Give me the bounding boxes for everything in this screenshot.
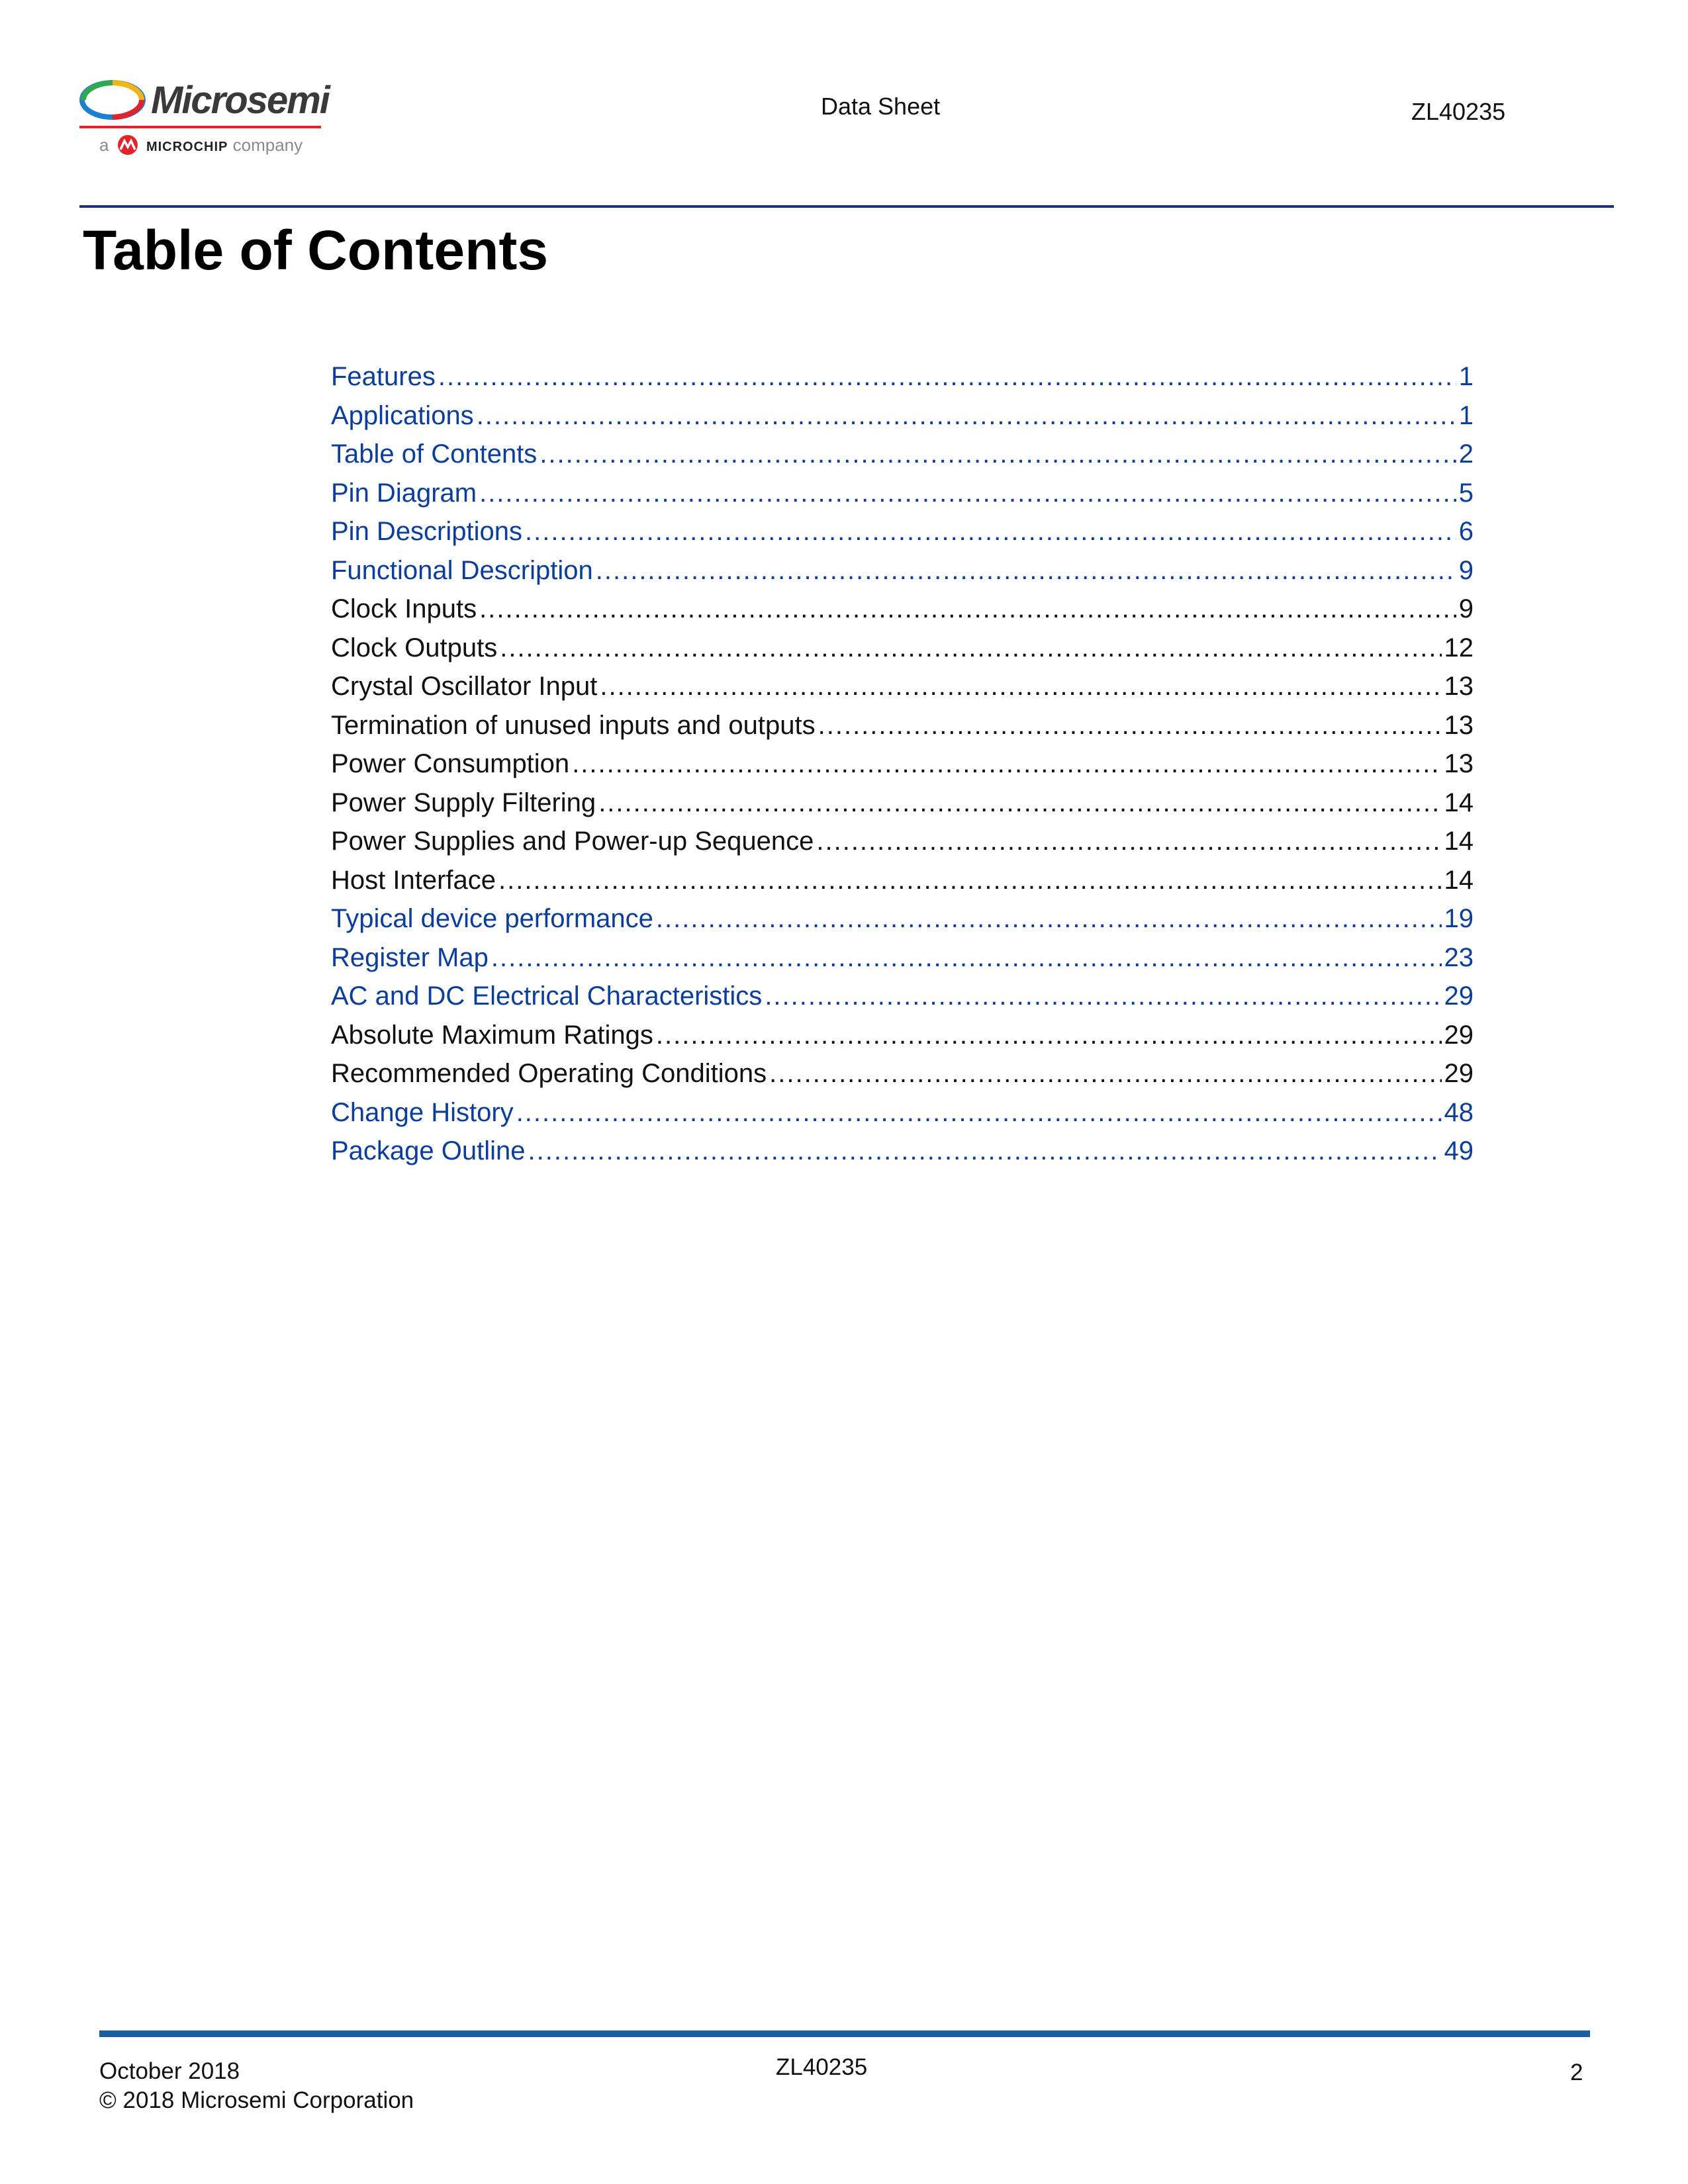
toc-dot-leader <box>539 435 1456 474</box>
toc-link-row[interactable] <box>331 938 1474 978</box>
toc-entry-title: Functional Description <box>331 555 593 585</box>
toc-entry-title: Power Supplies and Power-up Sequence <box>331 827 814 856</box>
toc-link-row[interactable] <box>331 1093 1474 1132</box>
toc-row <box>331 784 1474 823</box>
logo-tagline-suffix: company <box>232 135 303 155</box>
footer-divider <box>99 2030 1590 2037</box>
logo-wordmark: Microsemi <box>151 79 329 122</box>
toc-entry-title: Power Consumption <box>331 749 570 778</box>
toc-row <box>331 861 1474 900</box>
toc-dot-leader <box>818 706 1442 745</box>
toc-entry-title: Termination of unused inputs and outputs <box>331 710 816 740</box>
toc-link-row[interactable] <box>331 1132 1474 1171</box>
toc-dot-leader <box>656 1016 1442 1055</box>
toc-dot-leader <box>491 938 1442 978</box>
footer-copyright: © 2018 Microsemi Corporation <box>99 2087 414 2113</box>
toc-entry-page: 9 <box>1458 594 1474 623</box>
toc-dot-leader <box>525 512 1456 551</box>
toc-row <box>331 667 1474 706</box>
toc-entry-page: 5 <box>1458 478 1474 508</box>
toc-dot-leader <box>438 357 1456 396</box>
logo-tagline-prefix: a <box>99 135 109 155</box>
microsemi-logo <box>79 78 331 164</box>
toc-dot-leader <box>528 1132 1442 1171</box>
toc-dot-leader <box>769 1054 1441 1093</box>
toc-entry-page: 14 <box>1444 788 1474 817</box>
toc-row <box>331 629 1474 668</box>
toc-entry-title: Features <box>331 362 436 391</box>
toc-entry-title: Crystal Oscillator Input <box>331 672 598 701</box>
toc-entry-page: 9 <box>1458 555 1474 585</box>
toc-dot-leader <box>572 745 1441 784</box>
toc-link-row[interactable] <box>331 512 1474 551</box>
footer-date: October 2018 <box>99 2058 240 2084</box>
toc-entry-page: 13 <box>1444 749 1474 778</box>
toc-entry-page: 29 <box>1444 981 1474 1011</box>
toc-entry-page: 1 <box>1458 400 1474 430</box>
toc-dot-leader <box>500 629 1441 668</box>
toc-link-row[interactable] <box>331 357 1474 396</box>
toc-entry-title: Applications <box>331 400 474 430</box>
toc-entry-title: Clock Inputs <box>331 594 477 623</box>
toc-entry-page: 14 <box>1444 827 1474 856</box>
toc-entry-page: 29 <box>1444 1059 1474 1088</box>
toc-entry-page: 29 <box>1444 1020 1474 1050</box>
toc-dot-leader <box>765 977 1441 1016</box>
toc-link-row[interactable] <box>331 977 1474 1016</box>
toc-entry-title: Host Interface <box>331 865 496 895</box>
footer-page-number: 2 <box>1570 2060 1583 2085</box>
toc-entry-page: 19 <box>1444 904 1474 933</box>
header-divider <box>79 205 1614 208</box>
toc-dot-leader <box>598 784 1441 823</box>
toc-entry-title: Pin Descriptions <box>331 517 523 546</box>
toc-entry-page: 12 <box>1444 633 1474 662</box>
toc-link-row[interactable] <box>331 396 1474 435</box>
toc-entry-page: 14 <box>1444 865 1474 895</box>
toc-row <box>331 590 1474 629</box>
toc-dot-leader <box>477 396 1456 435</box>
logo-rule <box>79 126 321 128</box>
toc-dot-leader <box>656 899 1442 938</box>
toc-row <box>331 1054 1474 1093</box>
toc-row <box>331 1016 1474 1055</box>
toc-entry-page: 49 <box>1444 1136 1474 1165</box>
toc-entry-page: 6 <box>1458 517 1474 546</box>
toc-entry-title: Clock Outputs <box>331 633 498 662</box>
toc-entry-page: 13 <box>1444 672 1474 701</box>
header-part-number: ZL40235 <box>1411 98 1506 125</box>
toc-dot-leader <box>479 590 1456 629</box>
toc-entry-title: Typical device performance <box>331 904 653 933</box>
toc-dot-leader <box>596 551 1456 590</box>
toc-entry-title: Table of Contents <box>331 439 538 469</box>
toc-entry-title: Pin Diagram <box>331 478 477 508</box>
logo-tagline <box>99 135 303 156</box>
toc-entry-title: Power Supply Filtering <box>331 788 596 817</box>
table-of-contents <box>331 357 1474 1171</box>
toc-entry-title: AC and DC Electrical Characteristics <box>331 981 763 1011</box>
toc-dot-leader <box>498 861 1441 900</box>
toc-link-row[interactable] <box>331 435 1474 474</box>
toc-dot-leader <box>816 822 1441 861</box>
toc-entry-title: Recommended Operating Conditions <box>331 1059 767 1088</box>
logo-tagline-brand: MICROCHIP <box>146 140 228 154</box>
toc-row <box>331 745 1474 784</box>
page-title: Table of Contents <box>83 219 549 281</box>
toc-entry-page: 48 <box>1444 1097 1474 1127</box>
header-doc-type: Data Sheet <box>821 93 941 120</box>
footer-part-number: ZL40235 <box>776 2054 868 2080</box>
toc-link-row[interactable] <box>331 551 1474 590</box>
toc-entry-page: 1 <box>1458 362 1474 391</box>
toc-dot-leader <box>600 667 1441 706</box>
toc-dot-leader <box>516 1093 1442 1132</box>
toc-entry-title: Absolute Maximum Ratings <box>331 1020 653 1050</box>
toc-dot-leader <box>479 474 1456 513</box>
toc-entry-title: Register Map <box>331 942 489 972</box>
toc-entry-page: 23 <box>1444 942 1474 972</box>
toc-link-row[interactable] <box>331 899 1474 938</box>
toc-entry-page: 13 <box>1444 710 1474 740</box>
toc-entry-title: Package Outline <box>331 1136 526 1165</box>
toc-entry-page: 2 <box>1458 439 1474 469</box>
toc-entry-title: Change History <box>331 1097 514 1127</box>
toc-link-row[interactable] <box>331 474 1474 513</box>
toc-row <box>331 822 1474 861</box>
microchip-icon <box>117 135 139 155</box>
microsemi-swirl-icon <box>79 79 146 120</box>
toc-row <box>331 706 1474 745</box>
